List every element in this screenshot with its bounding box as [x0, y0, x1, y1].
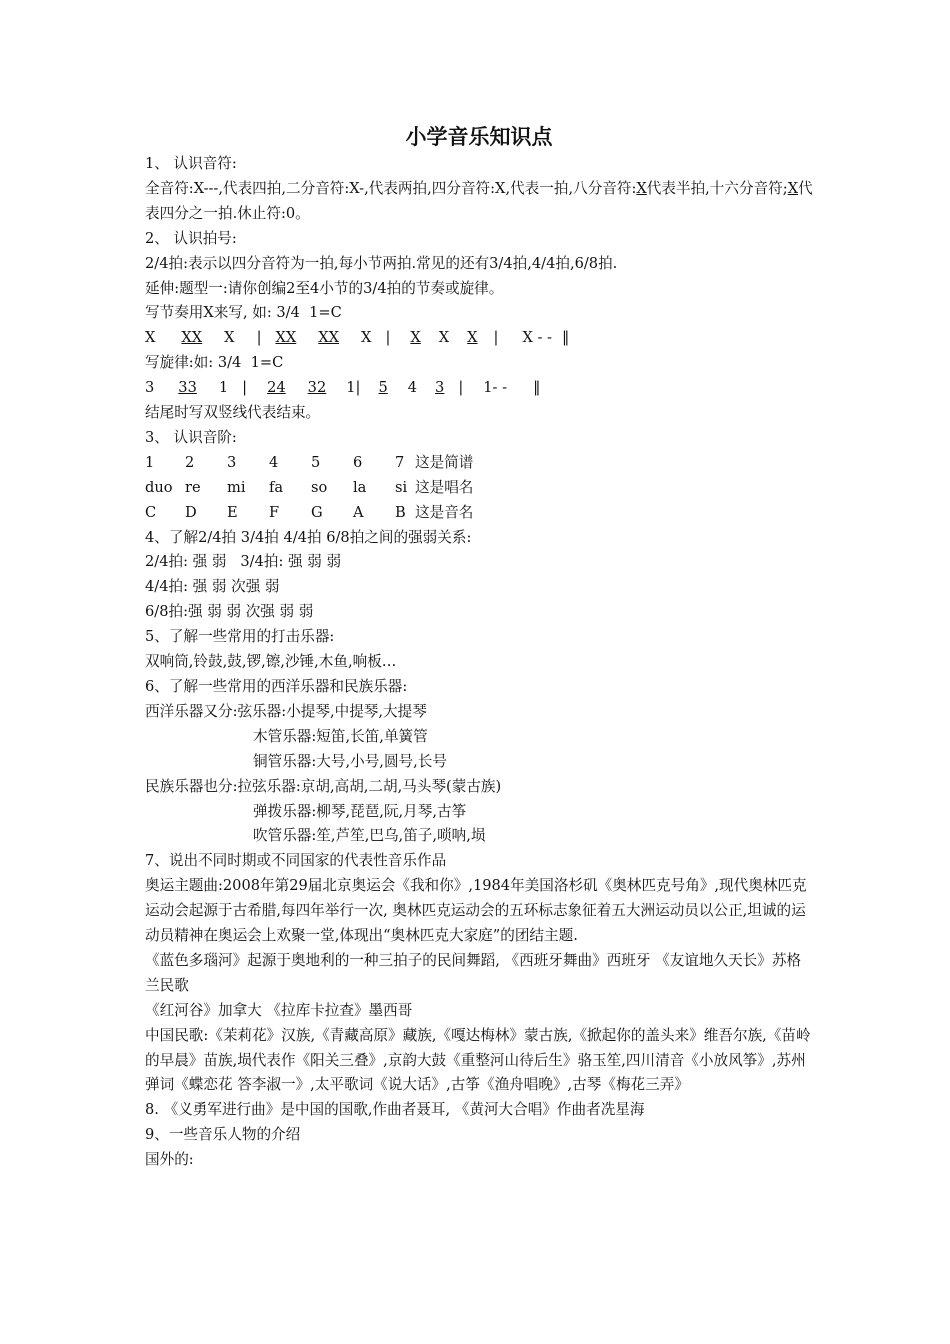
- note-token: 5: [378, 379, 388, 397]
- note-token: X: [224, 329, 235, 347]
- note-token: XX: [275, 329, 297, 347]
- eighth-note-symbol: X: [636, 179, 647, 197]
- section-2-line: 延伸:题型一:请你创编2至4小节的3/4拍的节奏或旋律。: [145, 279, 504, 297]
- scale-cell: D: [185, 503, 197, 521]
- scale-cell: mi: [227, 478, 246, 496]
- scale-cell: 2: [185, 453, 195, 471]
- rhythm-example: [145, 326, 813, 351]
- barline: |: [385, 329, 391, 347]
- scale-cell: si: [395, 478, 408, 496]
- scale-row-note: 这是唱名: [415, 478, 474, 496]
- section-6-line: 铜管乐器:大号,小号,圆号,长号: [253, 752, 447, 770]
- section-8-heading: 8. 《义勇军进行曲》是中国的国歌,作曲者聂耳, 《黄河大合唱》作曲者冼星海: [145, 1101, 645, 1119]
- scale-cell: E: [227, 503, 238, 521]
- scale-row: [145, 476, 813, 501]
- scale-cell: so: [311, 478, 328, 496]
- section-4-heading: 4、了解2/4拍 3/4拍 4/4拍 6/8拍之间的强弱关系:: [145, 528, 472, 546]
- note-token: X: [438, 329, 450, 347]
- scale-cell: 5: [311, 453, 321, 471]
- section-2-line: 写旋律:如: 3/4 1=C: [145, 354, 284, 372]
- barline: |: [256, 329, 262, 347]
- section-7-heading: 7、说出不同时期或不同国家的代表性音乐作品: [145, 852, 447, 870]
- section-2-heading: 2、 认识拍号:: [145, 229, 237, 247]
- scale-cell: 4: [269, 453, 279, 471]
- section-7-paragraph: 奥运主题曲:2008年第29届北京奥运会《我和你》,1984年美国洛杉矶《奥林匹克号角》,现代奥林匹克运动会起源于古希腊,每四年举行一次, 奥林匹克运动会的五环标志象征着五大洲运动员以公正,坦诚的运动员精神在奥运会上欢聚一堂,体现出“奥林匹克大家庭”的团结主题.: [145, 877, 807, 945]
- note-token: X: [467, 329, 478, 347]
- scale-table: [145, 451, 813, 526]
- note-token: X - -: [522, 329, 552, 347]
- barline: |: [458, 379, 464, 397]
- scale-cell: 3: [227, 453, 237, 471]
- note-token: X: [361, 329, 372, 347]
- barline: 1|: [346, 379, 361, 397]
- section-4-line: 2/4拍: 强 弱 3/4拍: 强 弱 弱: [145, 553, 342, 571]
- text-run: 全音符:X---,代表四拍,二分音符:X-,代表两拍,四分音符:X,代表一拍,八分音符:: [145, 179, 637, 197]
- note-token: 24: [267, 379, 286, 397]
- section-4-line: 6/8拍:强 弱 弱 次强 弱 弱: [145, 603, 314, 621]
- text-run: 代表半拍,十六分音符;: [646, 179, 788, 197]
- note-token: X: [145, 329, 156, 347]
- barline: |: [493, 329, 499, 347]
- note-token: 4: [407, 379, 418, 397]
- page-title: 小学音乐知识点: [405, 125, 553, 149]
- section-9-line: 国外的:: [145, 1151, 194, 1169]
- scale-cell: G: [311, 503, 323, 521]
- note-token: 3: [145, 379, 155, 397]
- section-9-heading: 9、一些音乐人物的介绍: [145, 1126, 301, 1144]
- scale-cell: F: [269, 503, 280, 521]
- scale-cell: B: [395, 503, 406, 521]
- scale-row-note: 这是音名: [415, 503, 474, 521]
- scale-cell: la: [353, 478, 367, 496]
- section-7-paragraph: 《红河谷》加拿大 《拉库卡拉查》墨西哥: [145, 1001, 413, 1019]
- scale-cell: A: [353, 503, 364, 521]
- scale-row-note: 这是简谱: [415, 453, 474, 471]
- note-token: 3: [435, 379, 445, 397]
- note-token: 1: [218, 379, 229, 397]
- section-1-heading: 1、 认识音符:: [145, 155, 237, 172]
- scale-cell: re: [185, 478, 201, 496]
- note-token: XX: [318, 329, 340, 347]
- note-token: XX: [181, 329, 203, 347]
- section-6-line: 木管乐器:短笛,长笛,单簧管: [253, 727, 428, 745]
- scale-cell: 1: [145, 453, 155, 471]
- note-token: 32: [307, 379, 327, 397]
- scale-cell: fa: [269, 478, 284, 496]
- section-2-line: 2/4拍:表示以四分音符为一拍,每小节两拍.常见的还有3/4拍,4/4拍,6/8拍.: [145, 254, 618, 272]
- section-6-line: 西洋乐器又分:弦乐器:小提琴,中提琴,大提琴: [145, 702, 427, 720]
- section-4-line: 4/4拍: 强 弱 次强 弱: [145, 578, 280, 596]
- section-1-paragraph: [145, 177, 813, 227]
- note-token: 33: [178, 379, 197, 397]
- section-6-heading: 6、了解一些常用的西洋乐器和民族乐器:: [145, 677, 408, 695]
- section-7-paragraph: 中国民歌:《茉莉花》汉族,《青藏高原》藏族,《嘎达梅林》蒙古族,《掀起你的盖头来》维吾尔族,《苗岭的早晨》苗族,埙代表作《阳关三叠》,京韵大鼓《重整河山待后生》骆玉笙,四川清音《小放风筝》,苏州弹词《蝶恋花 答李淑一》,太平歌词《说大话》,古筝《渔舟唱晚》,古琴《梅花三弄》: [145, 1026, 811, 1094]
- scale-cell: 6: [353, 453, 363, 471]
- sixteenth-note-symbol: X: [787, 179, 799, 197]
- section-2-line: 写节奏用X来写, 如: 3/4 1=C: [145, 304, 342, 322]
- document-page: [145, 122, 813, 1173]
- section-2-line: 结尾时写双竖线代表结束。: [145, 404, 321, 422]
- barline: |: [242, 379, 248, 397]
- scale-cell: C: [145, 503, 157, 521]
- scale-cell: duo: [145, 478, 173, 496]
- section-5-heading: 5、了解一些常用的打击乐器:: [145, 628, 335, 646]
- note-token: X: [410, 329, 421, 347]
- barline: ‖: [561, 329, 570, 347]
- section-7-paragraph: 《蓝色多瑙河》起源于奥地利的一种三拍子的民间舞蹈, 《西班牙舞曲》西班牙 《友谊地久天长》苏格兰民歌: [145, 951, 802, 994]
- melody-example: [145, 376, 813, 401]
- section-3-heading: 3、 认识音阶:: [145, 428, 237, 446]
- scale-row: [145, 501, 813, 526]
- section-6-line: 民族乐器也分:拉弦乐器:京胡,高胡,二胡,马头琴(蒙古族): [145, 777, 502, 795]
- section-6-line: 吹管乐器:笙,芦笙,巴乌,笛子,唢呐,埙: [253, 827, 486, 845]
- scale-row: [145, 451, 813, 476]
- scale-cell: 7: [395, 453, 405, 471]
- note-token: 1- -: [483, 379, 508, 397]
- barline: ‖: [533, 379, 541, 397]
- section-6-line: 弹拨乐器:柳琴,琵琶,阮,月琴,古筝: [253, 802, 467, 820]
- section-5-line: 双响筒,铃鼓,鼓,锣,镲,沙锤,木鱼,响板…: [145, 653, 397, 671]
- text-run: 代表四分之一拍.休止符:0。: [145, 179, 813, 222]
